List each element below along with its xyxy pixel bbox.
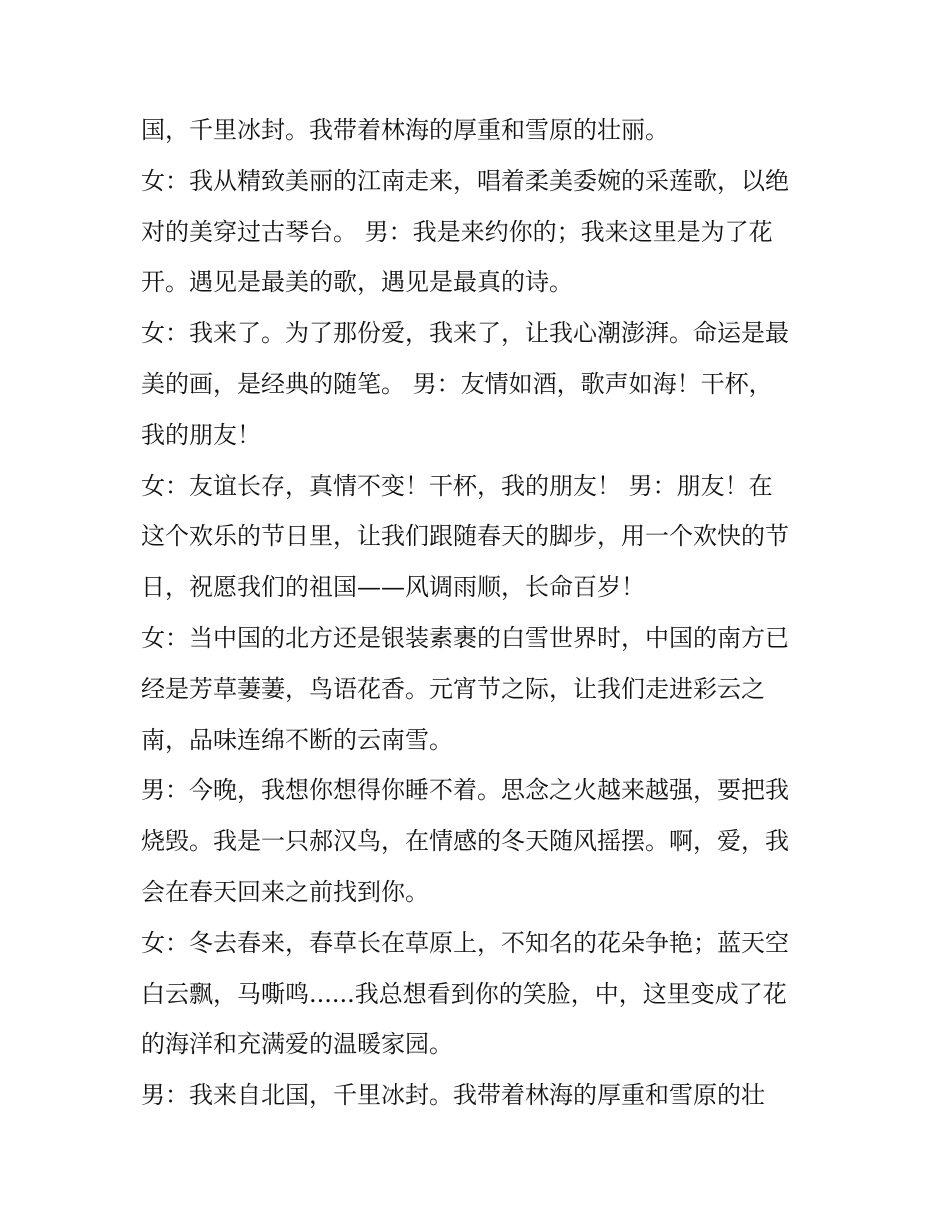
text-line: 的海洋和充满爱的温暖家园。	[141, 1030, 453, 1059]
text-line: 女：当中国的北方还是银装素裹的白雪世界时，中国的南方已	[141, 623, 789, 652]
text-line: 白云飘，马嘶鸣......我总想看到你的笑脸，中，这里变成了花	[141, 979, 787, 1008]
text-line: 美的画，是经典的随笔。 男：友情如酒，歌声如海！干杯，	[141, 369, 773, 398]
document-body	[141, 108, 821, 1124]
text-line: 经是芳草萋萋，鸟语花香。元宵节之际，让我们走进彩云之	[141, 674, 765, 703]
text-line: 女：友谊长存，真情不变！干杯，我的朋友！ 男：朋友！在	[141, 471, 773, 500]
text-line: 烧毁。我是一只郝汉鸟，在情感的冬天随风摇摆。啊，爱，我	[141, 827, 789, 856]
text-line: 日，祝愿我们的祖国——风调雨顺，长命百岁！	[141, 573, 645, 602]
text-line: 男：今晚，我想你想得你睡不着。思念之火越来越强，要把我	[141, 776, 789, 805]
text-line: 南，品味连绵不断的云南雪。	[141, 725, 453, 754]
text-line: 女：冬去春来，春草长在草原上，不知名的花朵争艳；蓝天空	[141, 928, 789, 957]
text-line: 女：我从精致美丽的江南走来，唱着柔美委婉的采莲歌，以绝	[141, 166, 789, 195]
text-line: 这个欢乐的节日里，让我们跟随春天的脚步，用一个欢快的节	[141, 522, 789, 551]
text-line: 男：我来自北国，千里冰封。我带着林海的厚重和雪原的壮	[141, 1081, 765, 1110]
text-line: 我的朋友！	[141, 420, 261, 449]
text-line: 会在春天回来之前找到你。	[141, 877, 429, 906]
text-line: 开。遇见是最美的歌，遇见是最真的诗。	[141, 268, 573, 297]
text-line: 女：我来了。为了那份爱，我来了，让我心潮澎湃。命运是最	[141, 319, 789, 348]
text-line: 国，千里冰封。我带着林海的厚重和雪原的壮丽。	[141, 116, 669, 144]
text-line: 对的美穿过古琴台。 男：我是来约你的；我来这里是为了花	[141, 217, 773, 246]
